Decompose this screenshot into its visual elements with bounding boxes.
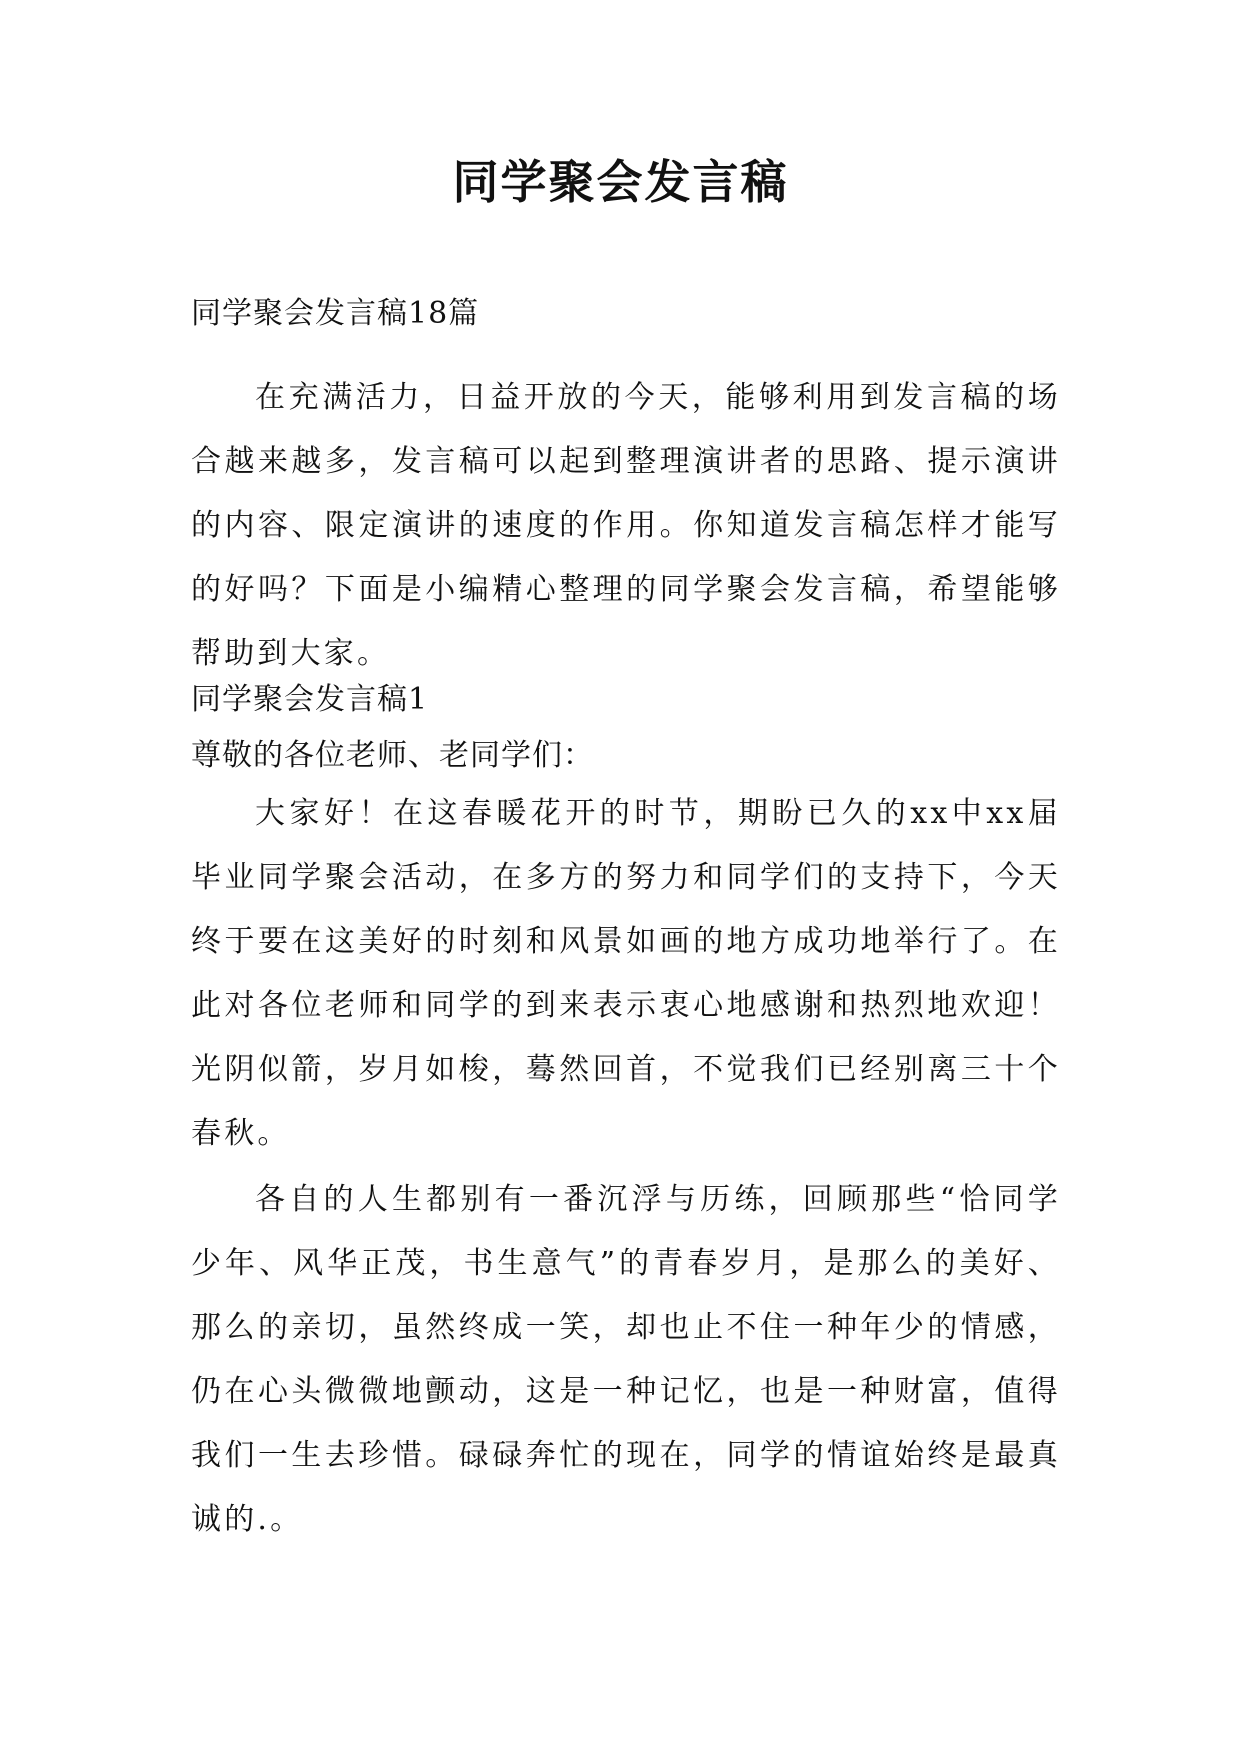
salutation: 尊敬的各位老师、老同学们： bbox=[191, 738, 594, 773]
section-heading: 同学聚会发言稿1 bbox=[191, 682, 429, 717]
body-paragraph-1: 大家好！在这春暖花开的时节，期盼已久的xx中xx届毕业同学聚会活动，在多方的努力和同学们的支持下，今天终于要在这美好的时刻和风景如画的地方成功地举行了。在此对各位老师和同学的到来表示衷心地感谢和热烈地欢迎！光阴似箭，岁月如梭，蓦然回首，不觉我们已经别离三十个春秋。 bbox=[191, 796, 1061, 1151]
body-paragraph-2: 各自的人生都别有一番沉浮与历练，回顾那些“恰同学少年、风华正茂，书生意气”的青春岁月，是那么的美好、那么的亲切，虽然终成一笑，却也止不住一种年少的情感，仍在心头微微地颤动，这是一种记忆，也是一种财富，值得我们一生去珍惜。碌碌奔忙的现在，同学的情谊始终是最真诚的.。 bbox=[191, 1182, 1061, 1537]
intro-paragraph: 在充满活力，日益开放的今天，能够利用到发言稿的场合越来越多，发言稿可以起到整理演讲者的思路、提示演讲的内容、限定演讲的速度的作用。你知道发言稿怎样才能写的好吗？下面是小编精心整理的同学聚会发言稿，希望能够帮助到大家。 bbox=[191, 380, 1061, 671]
document-subtitle: 同学聚会发言稿18篇 bbox=[191, 296, 480, 331]
document-title: 同学聚会发言稿 bbox=[452, 155, 789, 209]
